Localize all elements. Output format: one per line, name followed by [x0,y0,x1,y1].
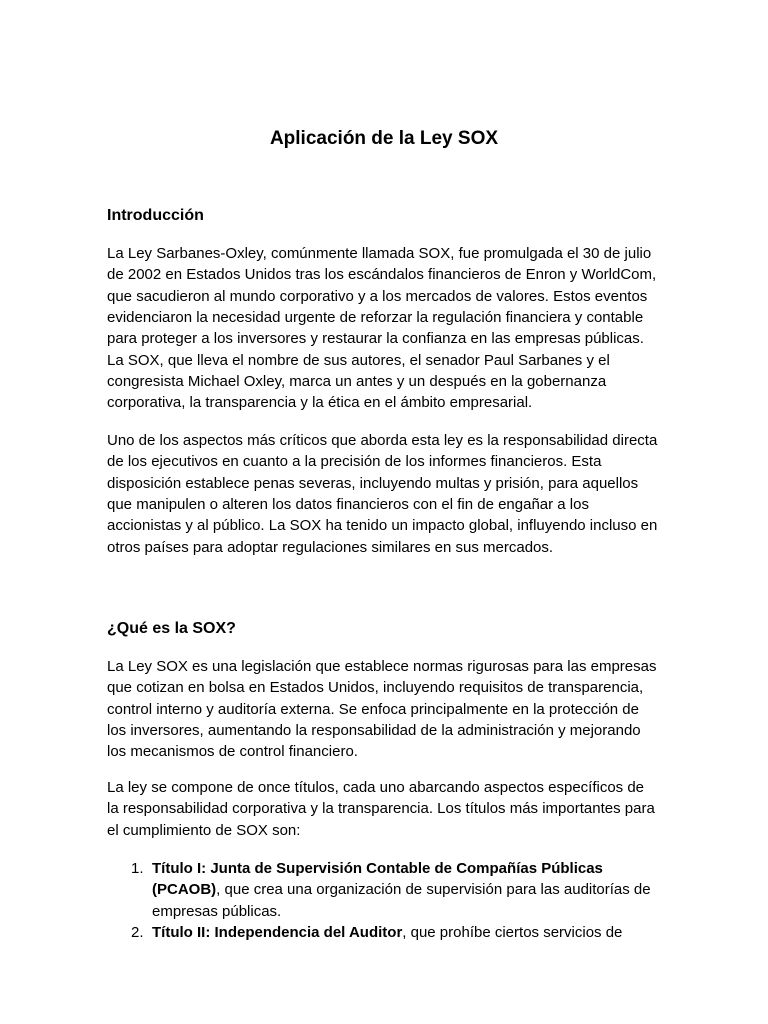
text-line: el cumplimiento de SOX son: [107,821,301,839]
text-line: de 2002 en Estados Unidos tras los escándalos financieros de Enron y WorldCom, [107,266,657,284]
text-line: los mecanismos de control financiero. [107,743,358,761]
text-line: congresista Michael Oxley, marca un antes y un después en la gobernanza [107,373,607,391]
list-item-text: , que prohíbe ciertos servicios de [402,924,623,942]
list-number: 1. [131,860,144,877]
text-line: control interno y auditoría externa. Se enfoca principalmente en la protección de [107,700,639,718]
text-line: accionistas y al público. La SOX ha tenido un impacto global, influyendo incluso en [107,517,658,535]
text-line: los inversores, aumentando la responsabilidad de la administración y mejorando [107,722,641,740]
list-item-title: Título I: Junta de Supervisión Contable de Compañías Públicas [152,860,603,877]
intro-paragraph-2 [107,430,667,558]
text-line: que manipulen o alteren los datos financieros con el fin de engañar a los [107,496,589,514]
text-line: otros países para adoptar regulaciones similares en sus mercados. [107,538,554,556]
sox-paragraph-2 [107,777,667,841]
text-line: para proteger a los inversores y restaurar la confianza en las empresas públicas. [107,330,644,348]
text-line: empresas públicas. [152,902,282,920]
section-heading-introduccion: Introducción [107,207,204,224]
text-line: La ley se compone de once títulos, cada uno abarcando aspectos específicos de [107,779,645,796]
text-line [152,858,667,879]
list-item-title-cont: (PCAOB) [152,881,217,899]
list-number: 2. [131,924,144,942]
list-item [107,858,667,922]
text-line: corporativa, la transparencia y la ética en el ámbito empresarial. [107,394,533,412]
text-line: Uno de los aspectos más críticos que aborda esta ley es la responsabilidad directa [107,432,658,449]
sox-titles-list [107,858,667,943]
sox-paragraph-1 [107,656,667,763]
text-line [152,879,667,900]
list-item-text: , que crea una organización de supervisión para las auditorías de [216,881,651,899]
text-line [152,922,667,943]
text-line: la responsabilidad corporativa y la transparencia. Los títulos más importantes para [107,800,655,818]
text-line: disposición establece penas severas, incluyendo multas y prisión, para aquellos [107,474,639,492]
text-line: La Ley Sarbanes-Oxley, comúnmente llamada SOX, fue promulgada el 30 de julio [107,245,652,262]
list-item [107,922,667,943]
document-title: Aplicación de la Ley SOX [269,128,499,149]
list-item-title: Título II: Independencia del Auditor [152,924,403,942]
text-line: La Ley SOX es una legislación que establece normas rigurosas para las empresas [107,658,657,675]
text-line: evidenciaron la necesidad urgente de reforzar la regulación financiera y contable [107,309,644,327]
text-line: que cotizan en bolsa en Estados Unidos, incluyendo requisitos de transparencia, [107,679,644,697]
section-heading-que-es-la-sox: ¿Qué es la SOX? [107,620,236,637]
text-line: La SOX, que lleva el nombre de sus autores, el senador Paul Sarbanes y el [107,351,610,369]
text-line: de los ejecutivos en cuanto a la precisión de los informes financieros. Esta [107,453,602,471]
text-line: que sacudieron al mundo corporativo y a los mercados de valores. Estos eventos [107,287,648,305]
intro-paragraph-1 [107,243,667,414]
